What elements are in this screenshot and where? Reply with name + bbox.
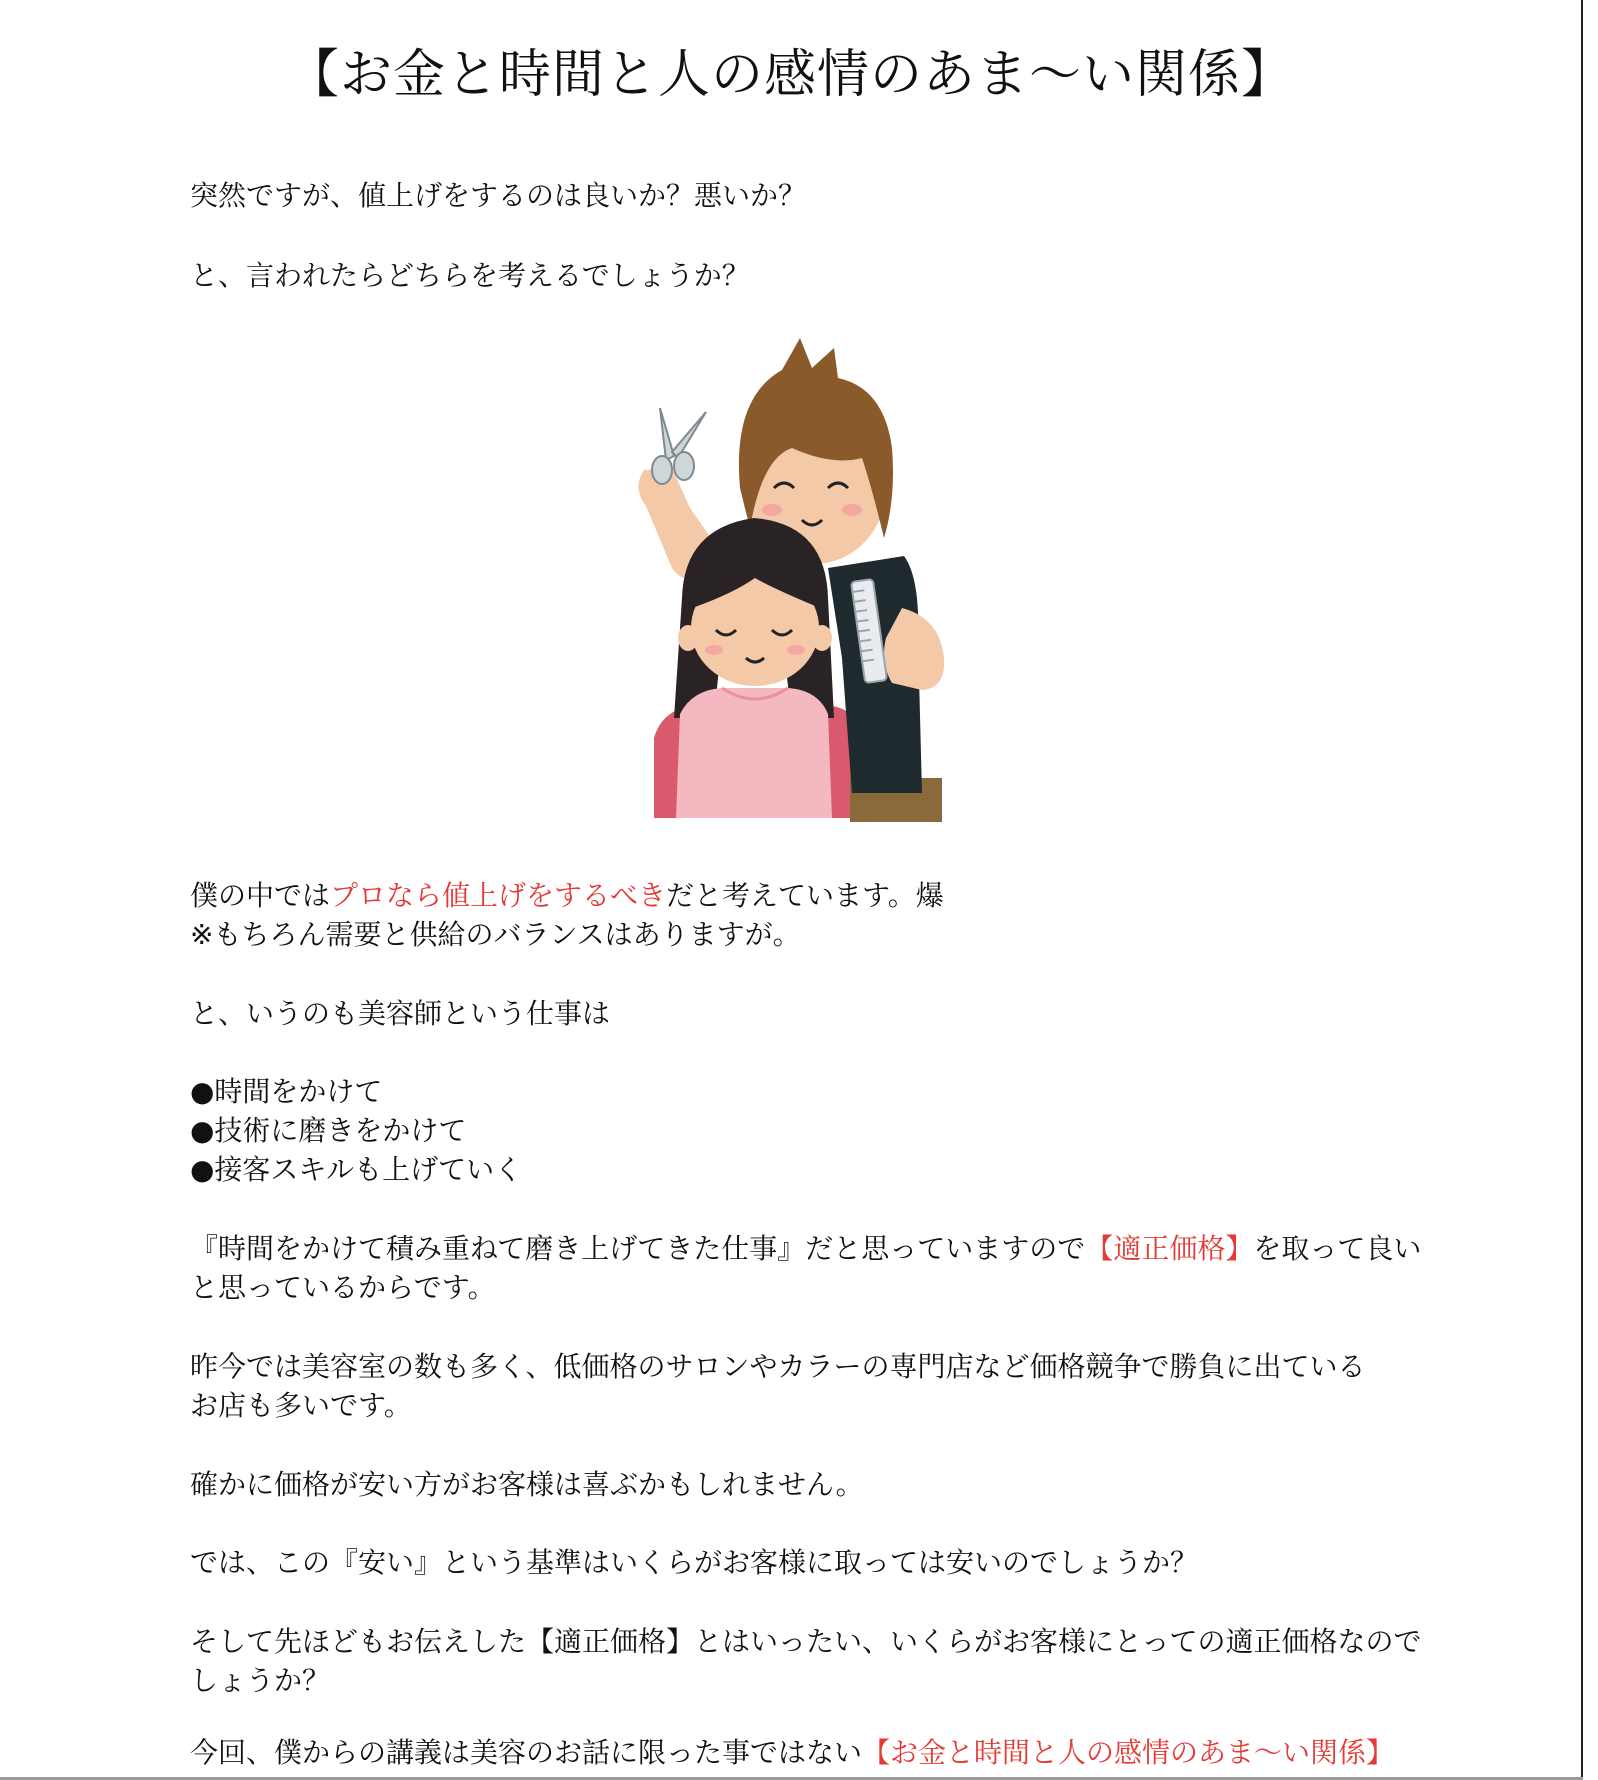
intro-line-1: 突然ですが、値上げをするのは良いか？悪いか？ [190,179,807,212]
lecture-highlight: 【お金と時間と人の感情のあま〜い関係】 [862,1736,1395,1769]
reason-suffix: を取って良い [1253,1232,1422,1265]
fair-price-line-1: そして先ほどもお伝えした【適正価格】とはいったい、いくらがお客様にとっての適正価格なので [190,1625,1422,1658]
bullet-item: ●技術に磨きをかけて [190,1114,467,1147]
question-line: では、この『安い』という基準はいくらがお客様に取っては安いのでしょうか？ [190,1546,1199,1579]
cheap-line: 確かに価格が安い方がお客様は喜ぶかもしれません。 [190,1468,864,1501]
hairdresser-illustration [622,338,974,830]
opinion-prefix: 僕の中では [190,879,331,912]
reason-highlight: 【適正価格】 [1085,1232,1254,1265]
lecture-prefix: 今回、僕からの講義は美容のお話に限った事ではない [190,1736,863,1769]
reason-prefix: 『時間をかけて積み重ねて磨き上げてきた仕事』だと思っていますので [190,1232,1086,1265]
bullet-item: ●時間をかけて [190,1075,383,1108]
opinion-note: ※もちろん需要と供給のバランスはありますが。 [190,918,801,951]
lecture-line [190,1733,1394,1772]
page-title: 【お金と時間と人の感情のあま〜い関係】 [286,45,1294,105]
reason-intro: と、いうのも美容師という仕事は [190,997,611,1030]
reason-line-2: と思っているからです。 [190,1271,496,1304]
opinion-highlight: プロなら値上げをするべき [330,879,667,912]
intro-line-2: と、言われたらどちらを考えるでしょうか？ [190,259,750,292]
opinion-line [190,876,944,915]
bullet-item: ●接客スキルも上げていく [190,1153,523,1186]
opinion-suffix: だと考えています。爆 [666,879,944,912]
market-line-2: お店も多いです。 [190,1389,412,1422]
fair-price-line-2: しょうか？ [190,1664,331,1697]
market-line-1: 昨今では美容室の数も多く、低価格のサロンやカラーの専門店など価格競争で勝負に出ている [190,1350,1366,1383]
reason-line-1 [190,1229,1421,1268]
